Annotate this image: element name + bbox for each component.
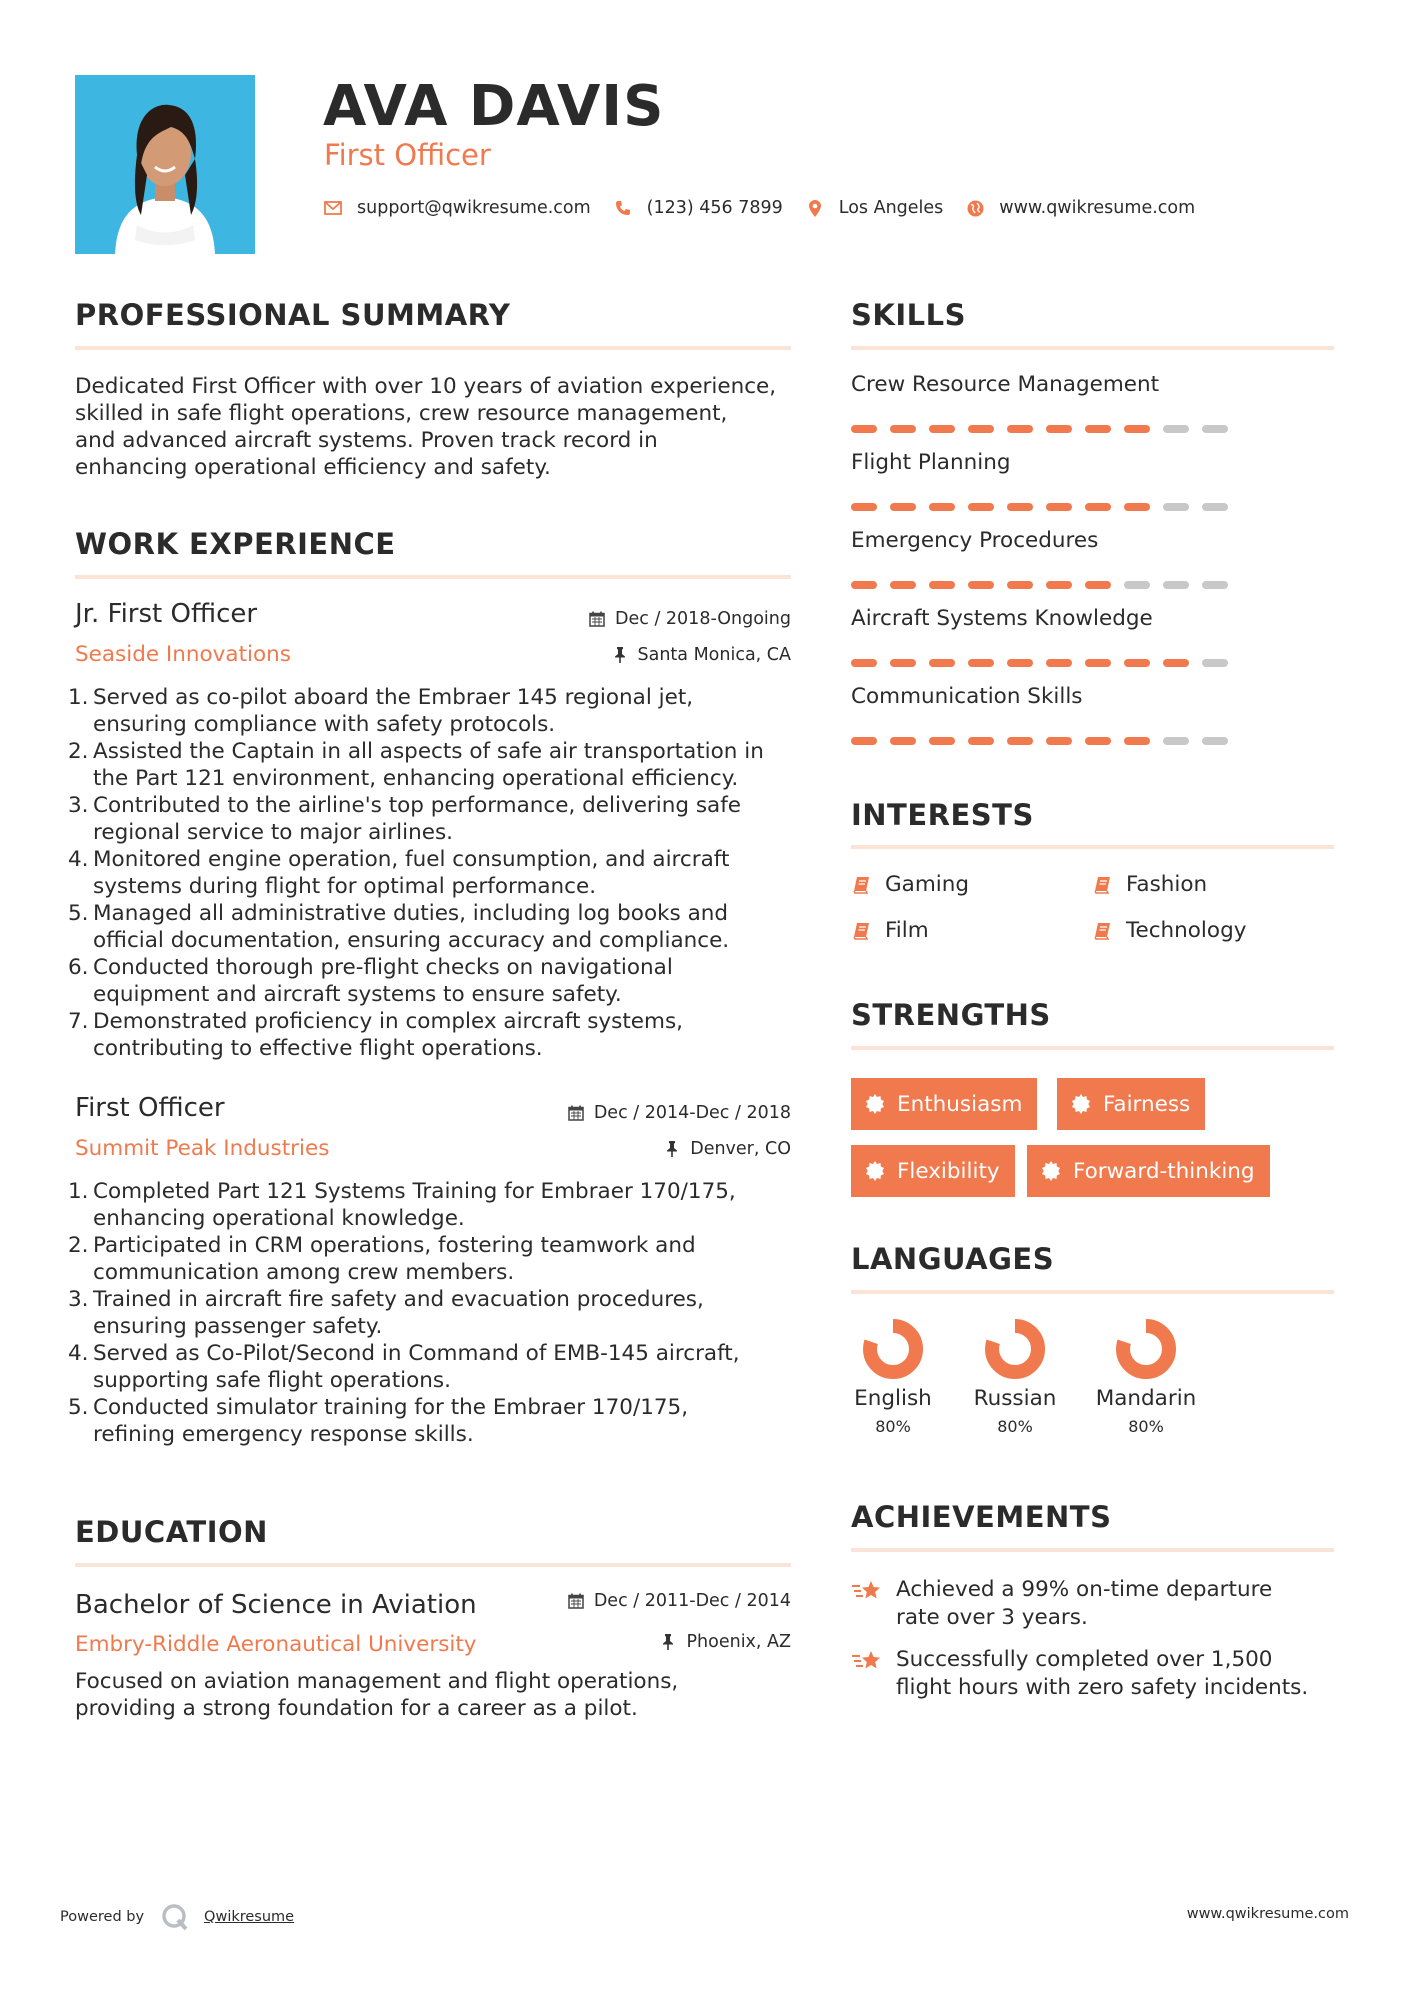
- calendar-icon: [567, 1104, 585, 1122]
- language-level-ring: [862, 1318, 924, 1380]
- job-company: Seaside Innovations: [75, 642, 291, 667]
- book-icon: [851, 874, 873, 896]
- job-bullets: [68, 684, 788, 1062]
- education-line: Focused on aviation management and flight operations,: [75, 1669, 679, 1694]
- skill-dot-filled: [1124, 503, 1150, 511]
- book-icon: [1092, 874, 1114, 896]
- job-dates: [588, 609, 791, 629]
- job-title: First Officer: [75, 1093, 225, 1123]
- interest-label: Fashion: [1126, 872, 1208, 897]
- language-level-ring: [984, 1318, 1046, 1380]
- achievement-item: [851, 1576, 1331, 1632]
- skill-dot-filled: [1124, 425, 1150, 433]
- skill-dot-filled: [1046, 659, 1072, 667]
- summary-line: enhancing operational efficiency and safety.: [75, 455, 551, 480]
- bullet-item: 5. Conducted simulator training for the Embraer 170/175, refining emergency response skills.: [68, 1395, 689, 1447]
- shooting-star-icon: [851, 1646, 883, 1676]
- contact-phone[interactable]: [613, 198, 783, 218]
- strength-label: Fairness: [1103, 1091, 1191, 1117]
- achievement-text: Achieved a 99% on-time departure rate over 3 years.: [896, 1577, 1273, 1630]
- skill-dot-filled: [890, 659, 916, 667]
- skill-dot-filled: [929, 659, 955, 667]
- powered-by-text: Powered by: [60, 1909, 145, 1925]
- strengths-heading: STRENGTHS: [851, 998, 1051, 1032]
- degree-title: Bachelor of Science in Aviation: [75, 1590, 477, 1620]
- skill-dot-empty: [1202, 503, 1228, 511]
- globe-icon: [965, 198, 985, 218]
- interest-item: [1092, 918, 1246, 943]
- bullet-item: 1. Completed Part 121 Systems Training for Embraer 170/175, enhancing operational knowledge.: [68, 1179, 736, 1231]
- badge-icon: [1071, 1094, 1091, 1114]
- skill-level-bar: [851, 425, 1241, 433]
- skill-dot-filled: [968, 659, 994, 667]
- skill-dot-filled: [968, 503, 994, 511]
- footer-powered-by: [60, 1902, 294, 1932]
- skill-dot-empty: [1202, 581, 1228, 589]
- job-dates-text: Dec / 2014-Dec / 2018: [593, 1103, 791, 1123]
- skill-dot-filled: [851, 581, 877, 589]
- pushpin-icon: [663, 1140, 681, 1158]
- skill-dot-filled: [1046, 503, 1072, 511]
- candidate-role: First Officer: [324, 138, 491, 172]
- contact-bar: [323, 196, 1195, 220]
- skill-dot-filled: [1007, 425, 1033, 433]
- contact-website[interactable]: [965, 198, 1195, 218]
- skill-dot-filled: [1007, 503, 1033, 511]
- skill-dot-filled: [1124, 659, 1150, 667]
- skill-dot-filled: [890, 425, 916, 433]
- envelope-icon: [323, 198, 343, 218]
- strength-tag: [1057, 1078, 1205, 1130]
- phone-text: (123) 456 7899: [646, 198, 783, 218]
- skill-dot-filled: [851, 659, 877, 667]
- interest-label: Gaming: [885, 872, 970, 897]
- skill-dot-filled: [851, 503, 877, 511]
- skill-dot-filled: [890, 737, 916, 745]
- education-location: [659, 1632, 791, 1652]
- skill-dot-filled: [1007, 581, 1033, 589]
- summary-text: [75, 373, 805, 481]
- language-level-arc: [992, 1326, 1038, 1372]
- interest-item: [1092, 872, 1207, 897]
- language-item: [833, 1318, 953, 1436]
- language-level-ring: [1115, 1318, 1177, 1380]
- skill-dot-empty: [1163, 737, 1189, 745]
- skill-dot-filled: [968, 581, 994, 589]
- badge-icon: [865, 1161, 885, 1181]
- pushpin-icon: [611, 646, 629, 664]
- skill-name: Communication Skills: [851, 684, 1083, 709]
- skill-dot-filled: [929, 581, 955, 589]
- map-pin-icon: [805, 198, 825, 218]
- skill-dot-filled: [1007, 659, 1033, 667]
- skill-name: Emergency Procedures: [851, 528, 1099, 553]
- job-location: [663, 1139, 791, 1159]
- skills-rule: [851, 346, 1334, 350]
- website-text: www.qwikresume.com: [999, 198, 1196, 218]
- pushpin-icon: [659, 1633, 677, 1651]
- experience-rule: [75, 575, 791, 579]
- skill-dot-filled: [1085, 425, 1111, 433]
- skill-level-bar: [851, 659, 1241, 667]
- interests-heading: INTERESTS: [851, 798, 1034, 832]
- skill-dot-filled: [1046, 737, 1072, 745]
- profile-photo: [75, 75, 255, 254]
- bullet-item: 1. Served as co-pilot aboard the Embraer 145 regional jet, ensuring compliance with safety protocols.: [68, 685, 694, 737]
- skill-dot-filled: [1163, 659, 1189, 667]
- book-icon: [1092, 920, 1114, 942]
- education-line: providing a strong foundation for a career as a pilot.: [75, 1696, 638, 1721]
- strength-label: Forward-thinking: [1073, 1158, 1255, 1184]
- skill-dot-filled: [929, 503, 955, 511]
- candidate-name: AVA DAVIS: [323, 74, 665, 139]
- skill-dot-empty: [1163, 581, 1189, 589]
- contact-location: [805, 198, 944, 218]
- skill-dot-filled: [968, 737, 994, 745]
- achievements-heading: ACHIEVEMENTS: [851, 1500, 1112, 1534]
- skill-dot-filled: [1085, 659, 1111, 667]
- language-item: [955, 1318, 1075, 1436]
- bullet-item: 6. Conducted thorough pre-flight checks on navigational equipment and aircraft systems to ensure safety.: [68, 955, 673, 1007]
- email-text: support@qwikresume.com: [357, 198, 591, 218]
- language-level-arc: [870, 1326, 916, 1372]
- strength-label: Flexibility: [897, 1158, 1000, 1184]
- strength-tag: [851, 1145, 1015, 1197]
- book-icon: [851, 920, 873, 942]
- education-dates-text: Dec / 2011-Dec / 2014: [593, 1591, 791, 1611]
- interests-rule: [851, 845, 1334, 849]
- bullet-item: 3. Contributed to the airline's top performance, delivering safe regional service to major airlines.: [68, 793, 742, 845]
- calendar-icon: [567, 1592, 585, 1610]
- skill-dot-empty: [1202, 425, 1228, 433]
- skills-heading: SKILLS: [851, 298, 966, 332]
- calendar-icon: [588, 610, 606, 628]
- interest-label: Technology: [1126, 918, 1247, 943]
- job-dates-text: Dec / 2018-Ongoing: [615, 609, 791, 629]
- job-company: Summit Peak Industries: [75, 1136, 330, 1161]
- school-name: Embry-Riddle Aeronautical University: [75, 1632, 477, 1657]
- skill-dot-filled: [968, 425, 994, 433]
- education-heading: EDUCATION: [75, 1515, 268, 1549]
- bullet-item: 4. Served as Co-Pilot/Second in Command of EMB-145 aircraft, supporting safe flight operations.: [68, 1341, 740, 1393]
- language-level-arc: [1123, 1326, 1169, 1372]
- skill-dot-filled: [851, 425, 877, 433]
- skill-dot-filled: [851, 737, 877, 745]
- job-location-text: Denver, CO: [690, 1139, 791, 1159]
- skill-level-bar: [851, 581, 1241, 589]
- interest-item: [851, 918, 929, 943]
- skill-dot-empty: [1163, 503, 1189, 511]
- skill-dot-filled: [929, 425, 955, 433]
- job-title: Jr. First Officer: [75, 599, 258, 629]
- language-item: [1086, 1318, 1206, 1436]
- language-name: Russian: [973, 1386, 1057, 1411]
- skill-dot-empty: [1163, 425, 1189, 433]
- languages-rule: [851, 1290, 1334, 1294]
- contact-email[interactable]: [323, 198, 591, 218]
- skill-name: Crew Resource Management: [851, 372, 1160, 397]
- skill-level-bar: [851, 737, 1241, 745]
- language-percent: 80%: [1128, 1417, 1164, 1436]
- strength-label: Enthusiasm: [897, 1091, 1023, 1117]
- bullet-item: 4. Monitored engine operation, fuel consumption, and aircraft systems during flight for optimal performance.: [68, 847, 730, 899]
- job-location: [611, 645, 792, 665]
- summary-line: skilled in safe flight operations, crew resource management,: [75, 401, 728, 426]
- skill-dot-filled: [1085, 737, 1111, 745]
- education-dates: [567, 1591, 791, 1611]
- skill-dot-filled: [1007, 737, 1033, 745]
- experience-heading: WORK EXPERIENCE: [75, 527, 396, 561]
- skill-dot-filled: [1046, 581, 1072, 589]
- qwikresume-logo-icon: [160, 1902, 190, 1932]
- achievement-text: Successfully completed over 1,500 flight hours with zero safety incidents.: [896, 1647, 1309, 1700]
- skill-dot-empty: [1202, 659, 1228, 667]
- strength-tag: [851, 1078, 1037, 1130]
- badge-icon: [1041, 1161, 1061, 1181]
- shooting-star-icon: [851, 1576, 883, 1606]
- education-rule: [75, 1563, 791, 1567]
- skill-dot-filled: [1046, 425, 1072, 433]
- language-name: English: [854, 1386, 932, 1411]
- bullet-item: 7. Demonstrated proficiency in complex aircraft systems, contributing to effective flight operations.: [68, 1009, 683, 1061]
- skill-dot-filled: [1124, 737, 1150, 745]
- interest-item: [851, 872, 969, 897]
- skill-dot-filled: [1085, 503, 1111, 511]
- bullet-item: 2. Participated in CRM operations, fostering teamwork and communication among crew members.: [68, 1233, 696, 1285]
- language-percent: 80%: [875, 1417, 911, 1436]
- skill-dot-filled: [890, 581, 916, 589]
- location-text: Los Angeles: [838, 198, 944, 218]
- language-percent: 80%: [997, 1417, 1033, 1436]
- languages-heading: LANGUAGES: [851, 1242, 1055, 1276]
- language-name: Mandarin: [1095, 1386, 1197, 1411]
- job-location-text: Santa Monica, CA: [637, 645, 791, 665]
- interest-label: Film: [885, 918, 929, 943]
- skill-level-bar: [851, 503, 1241, 511]
- skill-name: Aircraft Systems Knowledge: [851, 606, 1153, 631]
- skill-dot-empty: [1124, 581, 1150, 589]
- summary-line: Dedicated First Officer with over 10 years of aviation experience,: [75, 374, 777, 399]
- summary-rule: [75, 346, 791, 350]
- footer-website[interactable]: www.qwikresume.com: [1186, 1906, 1349, 1922]
- strength-tag: [1027, 1145, 1270, 1197]
- achievements-rule: [851, 1548, 1334, 1552]
- phone-icon: [613, 198, 633, 218]
- skill-dot-filled: [1085, 581, 1111, 589]
- education-description: [75, 1668, 805, 1722]
- summary-line: and advanced aircraft systems. Proven track record in: [75, 428, 658, 453]
- job-dates: [567, 1103, 791, 1123]
- job-bullets: [68, 1178, 788, 1448]
- summary-heading: PROFESSIONAL SUMMARY: [75, 298, 511, 332]
- bullet-item: 2. Assisted the Captain in all aspects of safe air transportation in the Part 121 environment, enhancing operational efficiency.: [68, 739, 764, 791]
- skill-dot-empty: [1202, 737, 1228, 745]
- skill-name: Flight Planning: [851, 450, 1011, 475]
- bullet-item: 5. Managed all administrative duties, including log books and official documentation, ensuring accuracy and compliance.: [68, 901, 730, 953]
- qwikresume-link[interactable]: Qwikresume: [204, 1909, 295, 1925]
- skill-dot-filled: [929, 737, 955, 745]
- achievement-item: [851, 1646, 1331, 1702]
- strengths-rule: [851, 1046, 1334, 1050]
- skill-dot-filled: [890, 503, 916, 511]
- badge-icon: [865, 1094, 885, 1114]
- education-location-text: Phoenix, AZ: [686, 1632, 791, 1652]
- bullet-item: 3. Trained in aircraft fire safety and evacuation procedures, ensuring passenger safety.: [68, 1287, 704, 1339]
